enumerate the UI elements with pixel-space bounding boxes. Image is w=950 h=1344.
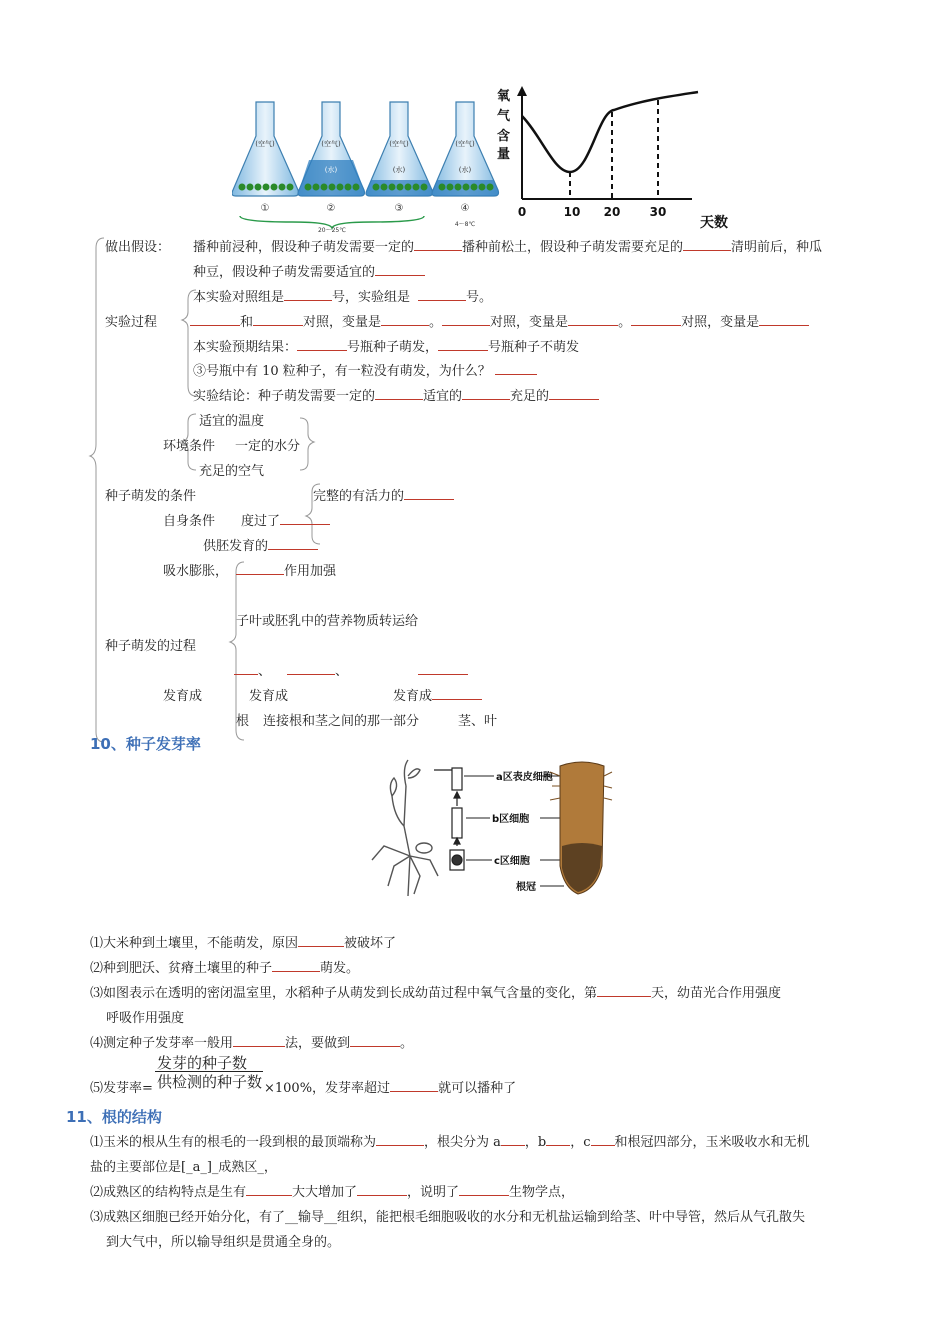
- root-tip-drawing: [550, 762, 612, 894]
- s11-question-1: [90, 1131, 810, 1150]
- svg-text:①: ①: [260, 203, 270, 214]
- self-condition-2: [241, 510, 330, 529]
- experiment-line-5: [193, 385, 599, 404]
- answer-blank[interactable]: [272, 959, 320, 972]
- question-text: ⑷测定种子发芽率一般用: [90, 1036, 234, 1051]
- conditions-label: 种子萌发的条件: [105, 489, 197, 504]
- svg-text:量: 量: [497, 147, 511, 162]
- svg-text:(水): (水): [324, 166, 338, 174]
- question-text: ⑶如图表示在透明的密闭温室里，水稻种子从萌发到长成幼苗过程中氧气含量的变化，第: [90, 986, 598, 1001]
- self-condition-3: [203, 535, 318, 554]
- answer-blank[interactable]: [390, 1079, 438, 1092]
- question-text: ×100%，发芽率超过: [264, 1081, 391, 1096]
- svg-text:④: ④: [460, 203, 470, 214]
- experiment-text: 适宜的: [423, 389, 463, 404]
- answer-blank[interactable]: [297, 338, 347, 351]
- s11-question-1-cont: 盐的主要部位是[_a_]_成熟区_，: [90, 1160, 277, 1175]
- answer-blank[interactable]: [190, 313, 240, 326]
- answer-blank[interactable]: [501, 1133, 525, 1146]
- process-blanks: [234, 660, 468, 679]
- question-text: 大大增加了: [292, 1185, 358, 1200]
- section-11-title: 11、根的结构: [66, 1108, 162, 1126]
- answer-blank[interactable]: [268, 537, 318, 550]
- answer-blank[interactable]: [418, 288, 466, 301]
- answer-blank[interactable]: [298, 934, 344, 947]
- self-condition-1: [313, 485, 454, 504]
- svg-text:含: 含: [497, 129, 511, 144]
- process-text: 作用加强: [284, 564, 337, 579]
- s10-question-2: [90, 957, 359, 976]
- answer-blank[interactable]: [350, 1034, 400, 1047]
- experiment-text: 号。: [466, 290, 493, 305]
- answer-blank[interactable]: [549, 387, 599, 400]
- experiment-text: 充足的: [510, 389, 550, 404]
- question-text: ，说明了: [407, 1185, 460, 1200]
- svg-text:气: 气: [497, 109, 511, 124]
- answer-blank[interactable]: [253, 313, 303, 326]
- section-10-title: 10、种子发芽率: [90, 735, 201, 753]
- env-condition-temperature: 适宜的温度: [199, 414, 265, 429]
- s11-question-3-cont: 到大气中，所以输导组织是贯通全身的。: [106, 1235, 341, 1250]
- experiment-text: 和: [240, 315, 254, 330]
- experiment-text: 对照，变量是: [490, 315, 569, 330]
- experiment-text: 对照，变量是: [681, 315, 760, 330]
- answer-blank[interactable]: [442, 313, 490, 326]
- svg-text:根冠: 根冠: [516, 882, 536, 893]
- svg-text:10: 10: [563, 205, 581, 219]
- develop-part-hypocotyl: 连接根和茎之间的那一部分: [263, 714, 420, 729]
- condition-text: 供胚发育的: [203, 539, 269, 554]
- question-text: ⑴玉米的根从生有的根毛的一段到根的最顶端称为: [90, 1135, 377, 1150]
- answer-blank[interactable]: [459, 1183, 509, 1196]
- s10-question-1: [90, 932, 396, 951]
- experiment-line-3: [193, 336, 579, 355]
- experiment-line-4: [193, 360, 537, 379]
- question-text: 和根冠四部分，玉米吸收水和无机: [614, 1135, 810, 1150]
- process-text: 发育成: [393, 689, 433, 704]
- answer-blank[interactable]: [375, 263, 425, 276]
- cell-diagram: [434, 768, 464, 870]
- answer-blank[interactable]: [234, 662, 258, 675]
- experiment-text: 号瓶种子萌发，: [347, 340, 439, 355]
- develop-label: 发育成: [163, 689, 203, 704]
- answer-blank[interactable]: [357, 1183, 407, 1196]
- answer-blank[interactable]: [236, 562, 284, 575]
- answer-blank[interactable]: [438, 338, 488, 351]
- answer-blank[interactable]: [418, 662, 468, 675]
- svg-text:a区表皮细胞: a区表皮细胞: [496, 772, 553, 783]
- answer-blank[interactable]: [246, 1183, 292, 1196]
- svg-text:(水): (水): [458, 166, 472, 174]
- svg-text:氧: 氧: [497, 89, 511, 104]
- hypothesis-text: 清明前后，种瓜: [731, 240, 823, 255]
- hypothesis-text: 播种前松土，假设种子萌发需要充足的: [462, 240, 684, 255]
- oxygen-curve: [522, 92, 698, 172]
- process-swell: [236, 560, 336, 579]
- s10-question-4: [90, 1032, 413, 1051]
- svg-text:b区细胞: b区细胞: [492, 814, 530, 825]
- self-condition-label: 自身条件: [163, 514, 216, 529]
- answer-blank[interactable]: [495, 362, 537, 375]
- hypothesis-text: 种豆，假设种子萌发需要适宜的: [193, 265, 376, 280]
- svg-text:(空气): (空气): [455, 140, 475, 148]
- answer-blank[interactable]: [375, 387, 423, 400]
- answer-blank[interactable]: [462, 387, 510, 400]
- experiment-line-2: [190, 311, 809, 330]
- question-text: 法，要做到: [285, 1036, 351, 1051]
- answer-blank[interactable]: [759, 313, 809, 326]
- separator: 、: [335, 664, 349, 679]
- s10-question-3: [90, 982, 781, 1001]
- svg-text:③: ③: [394, 203, 404, 214]
- experiment-text: 本实验预期结果：: [193, 340, 298, 355]
- develop-1: 发育成: [249, 689, 289, 704]
- temp-cold-label: 4～8℃: [454, 221, 476, 228]
- answer-blank[interactable]: [381, 313, 429, 326]
- question-text: 被破坏了: [344, 936, 397, 951]
- s10-question-5-prefix: ⑸发芽率=: [90, 1081, 153, 1096]
- s10-question-5: [264, 1077, 516, 1096]
- develop-2: [393, 685, 482, 704]
- experiment-text: 本实验对照组是: [193, 290, 285, 305]
- germination-rate-numerator: 发芽的种子数: [157, 1054, 248, 1072]
- answer-blank[interactable]: [631, 313, 681, 326]
- env-condition-label: 环境条件: [163, 439, 216, 454]
- experiment-text: 号，实验组是: [332, 290, 411, 305]
- svg-text:c区细胞: c区细胞: [494, 856, 530, 867]
- env-condition-water: 一定的水分: [235, 439, 301, 454]
- question-text: ，b: [524, 1135, 547, 1150]
- experiment-label: 实验过程: [105, 315, 158, 330]
- seedling-drawing: [372, 760, 438, 896]
- answer-blank[interactable]: [546, 1133, 570, 1146]
- hypothesis-line-2: [193, 261, 425, 280]
- develop-part-stem-leaf: 茎、叶: [458, 714, 498, 729]
- condition-text: 完整的有活力的: [313, 489, 405, 504]
- question-text: 生物学点，: [509, 1185, 575, 1200]
- question-text: 天，幼苗光合作用强度: [651, 986, 782, 1001]
- experiment-text: 。: [429, 315, 443, 330]
- question-text: ，c: [570, 1135, 591, 1150]
- answer-blank[interactable]: [591, 1133, 615, 1146]
- process-swell-label: 吸水膨胀，: [163, 564, 229, 579]
- separator: 、: [258, 664, 272, 679]
- svg-text:②: ②: [326, 203, 336, 214]
- condition-text: 度过了: [241, 514, 281, 529]
- svg-text:(水): (水): [392, 166, 406, 174]
- answer-blank[interactable]: [414, 238, 462, 251]
- question-text: ⑴大米种到土壤里，不能萌发，原因: [90, 936, 299, 951]
- experiment-text: 号瓶种子不萌发: [488, 340, 580, 355]
- svg-text:(空气): (空气): [255, 140, 275, 148]
- question-text: 就可以播种了: [438, 1081, 517, 1096]
- svg-text:20: 20: [603, 205, 621, 219]
- hypothesis-line-1: [193, 236, 822, 255]
- hypothesis-label: 做出假设：: [105, 240, 171, 255]
- s11-question-3: ⑶成熟区细胞已经开始分化，有了__输导__组织，能把根毛细胞吸收的水分和无机盐运输到给茎、叶中导管，然后从气孔散失: [90, 1210, 806, 1225]
- graph-x-label: 天数: [700, 215, 728, 231]
- answer-blank[interactable]: [568, 313, 618, 326]
- experiment-text: 实验结论：种子萌发需要一定的: [193, 389, 376, 404]
- svg-text:30: 30: [649, 205, 667, 219]
- answer-blank[interactable]: [233, 1034, 285, 1047]
- experiment-text: ③号瓶中有 10 粒种子，有一粒没有萌发，为什么？: [193, 364, 491, 379]
- s11-question-2: [90, 1181, 574, 1200]
- answer-blank[interactable]: [432, 687, 482, 700]
- experiment-text: 。: [618, 315, 632, 330]
- answer-blank[interactable]: [404, 487, 454, 500]
- hypothesis-text: 播种前浸种，假设种子萌发需要一定的: [193, 240, 415, 255]
- root-tip-figure: [364, 756, 614, 898]
- answer-blank[interactable]: [280, 512, 330, 525]
- flask-1: [232, 102, 299, 214]
- flask-2: [298, 102, 365, 214]
- env-condition-air: 充足的空气: [199, 464, 265, 479]
- answer-blank[interactable]: [284, 288, 332, 301]
- svg-text:(空气): (空气): [389, 140, 409, 148]
- develop-part-root: 根: [236, 714, 250, 729]
- germination-rate-denominator: 供检测的种子数: [157, 1073, 263, 1091]
- question-text: ⑵种到肥沃、贫瘠土壤里的种子: [90, 961, 273, 976]
- experiment-text: 对照，变量是: [303, 315, 382, 330]
- experiment-line-1: [193, 286, 492, 305]
- question-text: 。: [400, 1036, 414, 1051]
- temp-warm-label: 20～25℃: [317, 227, 347, 234]
- svg-text:(空气): (空气): [321, 140, 341, 148]
- answer-blank[interactable]: [683, 238, 731, 251]
- s10-question-3-cont: 呼吸作用强度: [106, 1011, 185, 1026]
- question-text: ，根尖分为 a: [424, 1135, 501, 1150]
- question-text: 萌发。: [320, 961, 360, 976]
- flask-3: [366, 102, 433, 214]
- oxygen-graph: [492, 82, 742, 232]
- answer-blank[interactable]: [597, 984, 651, 997]
- answer-blank[interactable]: [287, 662, 335, 675]
- process-label: 种子萌发的过程: [105, 639, 197, 654]
- flask-experiment-figure: [232, 96, 502, 234]
- svg-text:0: 0: [517, 205, 527, 219]
- flask-4: [432, 102, 499, 214]
- process-transport: 子叶或胚乳中的营养物质转运给: [236, 614, 419, 629]
- answer-blank[interactable]: [376, 1133, 424, 1146]
- question-text: ⑵成熟区的结构特点是生有: [90, 1185, 247, 1200]
